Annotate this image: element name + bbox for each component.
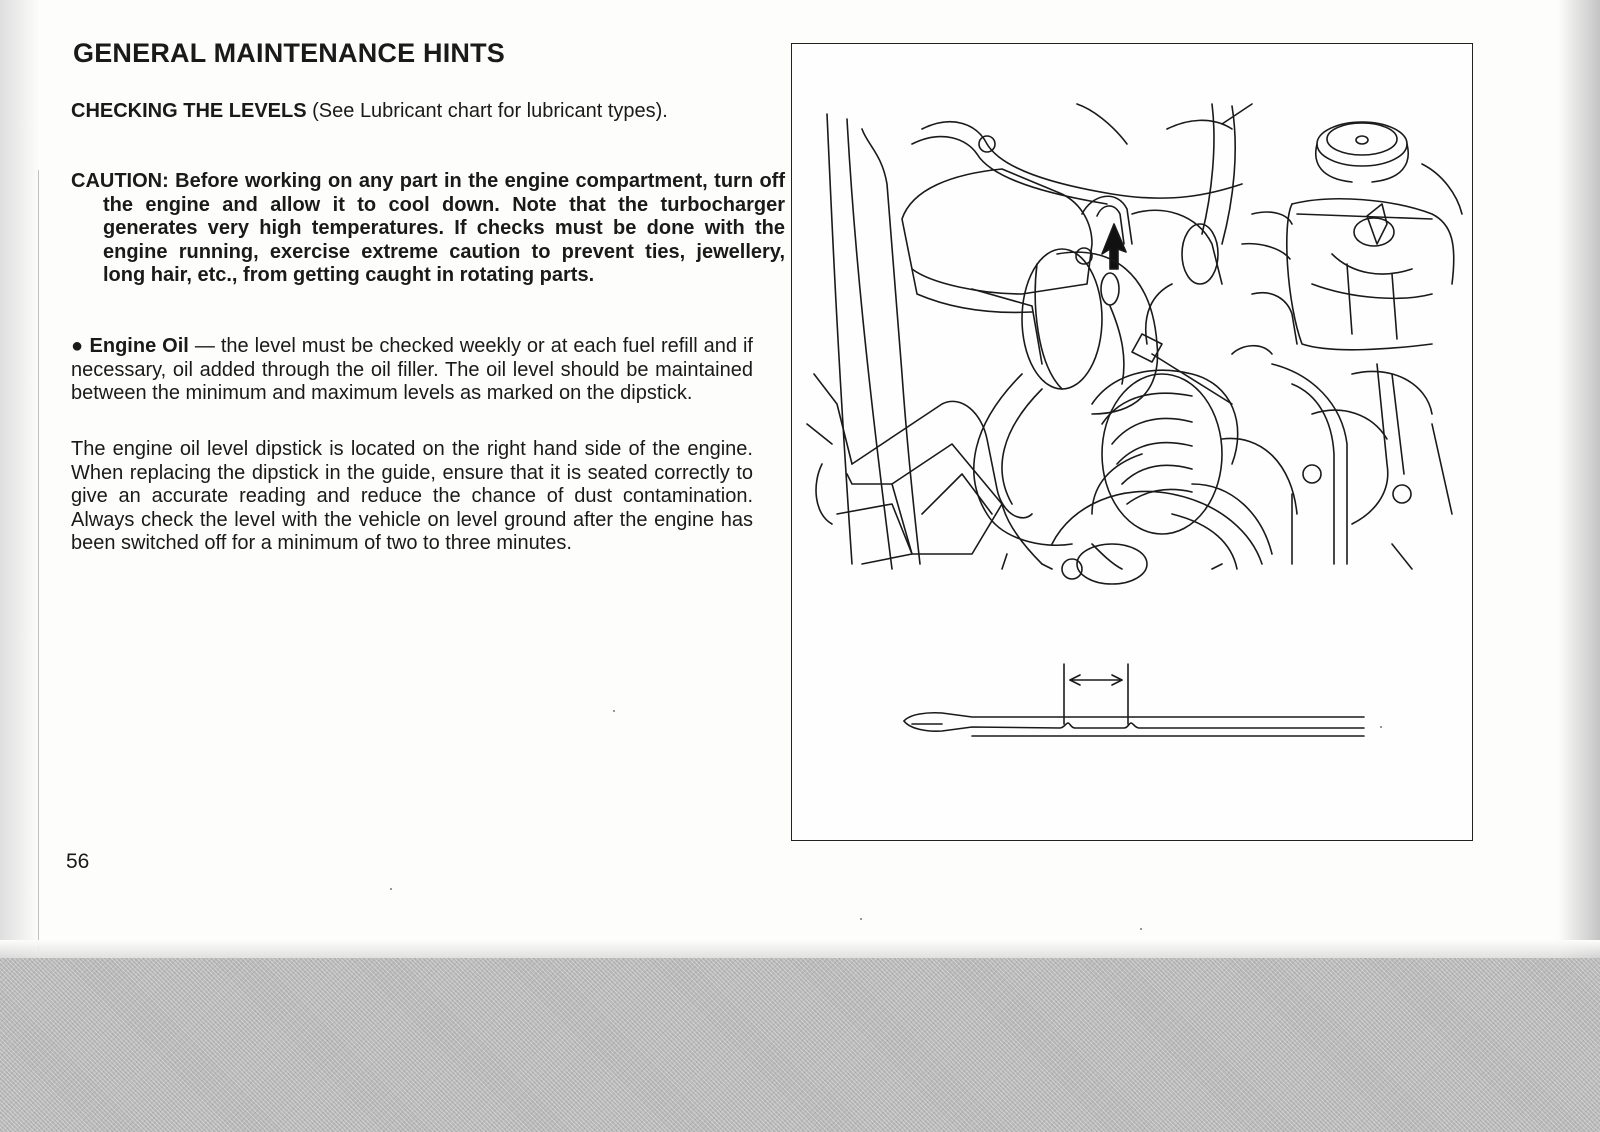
scan-bottom-edge xyxy=(0,958,1600,1132)
engine-oil-label: Engine Oil xyxy=(89,335,189,357)
engine-oil-text: — the level must be checked weekly or at each fuel refill and if necessary, oil added through the oil filler. The oil level should be maintained between the minimum and maximum levels as marked on the dipstick. xyxy=(71,335,753,404)
scan-speck xyxy=(1380,726,1382,728)
dipstick-paragraph: The engine oil level dipstick is located on the right hand side of the engine. When replacing the dipstick in the guide, ensure that it is seated correctly to give an accurate reading and reduce the chance of dust contamination. Always check the level with the vehicle on level ground after the engine has been switched off for a minimum of two to three minutes. xyxy=(71,438,753,554)
page-binding-line xyxy=(38,170,39,950)
scan-left-edge xyxy=(0,0,40,960)
page-title: GENERAL MAINTENANCE HINTS xyxy=(73,38,506,68)
checking-levels-heading: CHECKING THE LEVELS xyxy=(71,100,307,122)
scan-speck xyxy=(860,918,862,920)
engine-oil-paragraph xyxy=(71,335,753,406)
checking-levels-paragraph xyxy=(71,100,753,123)
page-number: 56 xyxy=(66,850,90,873)
caution-paragraph: CAUTION: Before working on any part in the engine compartment, turn off the engine and allow it to cool down. Note that the turbocharger generates very high temperatures. If checks must be done with the engine running, exercise extreme caution to prevent ties, jewellery, long hair, etc., from getting caught in rotating parts. xyxy=(71,170,785,286)
dipstick-min-max-icon xyxy=(904,664,1364,736)
bullet-icon: ● xyxy=(71,335,84,357)
checking-levels-note: (See Lubricant chart for lubricant types). xyxy=(306,100,668,122)
scan-speck xyxy=(613,710,615,712)
figure-frame xyxy=(791,43,1473,841)
scan-speck xyxy=(390,888,392,890)
scan-speck xyxy=(1140,928,1142,930)
engine-compartment-icon xyxy=(792,44,1471,839)
